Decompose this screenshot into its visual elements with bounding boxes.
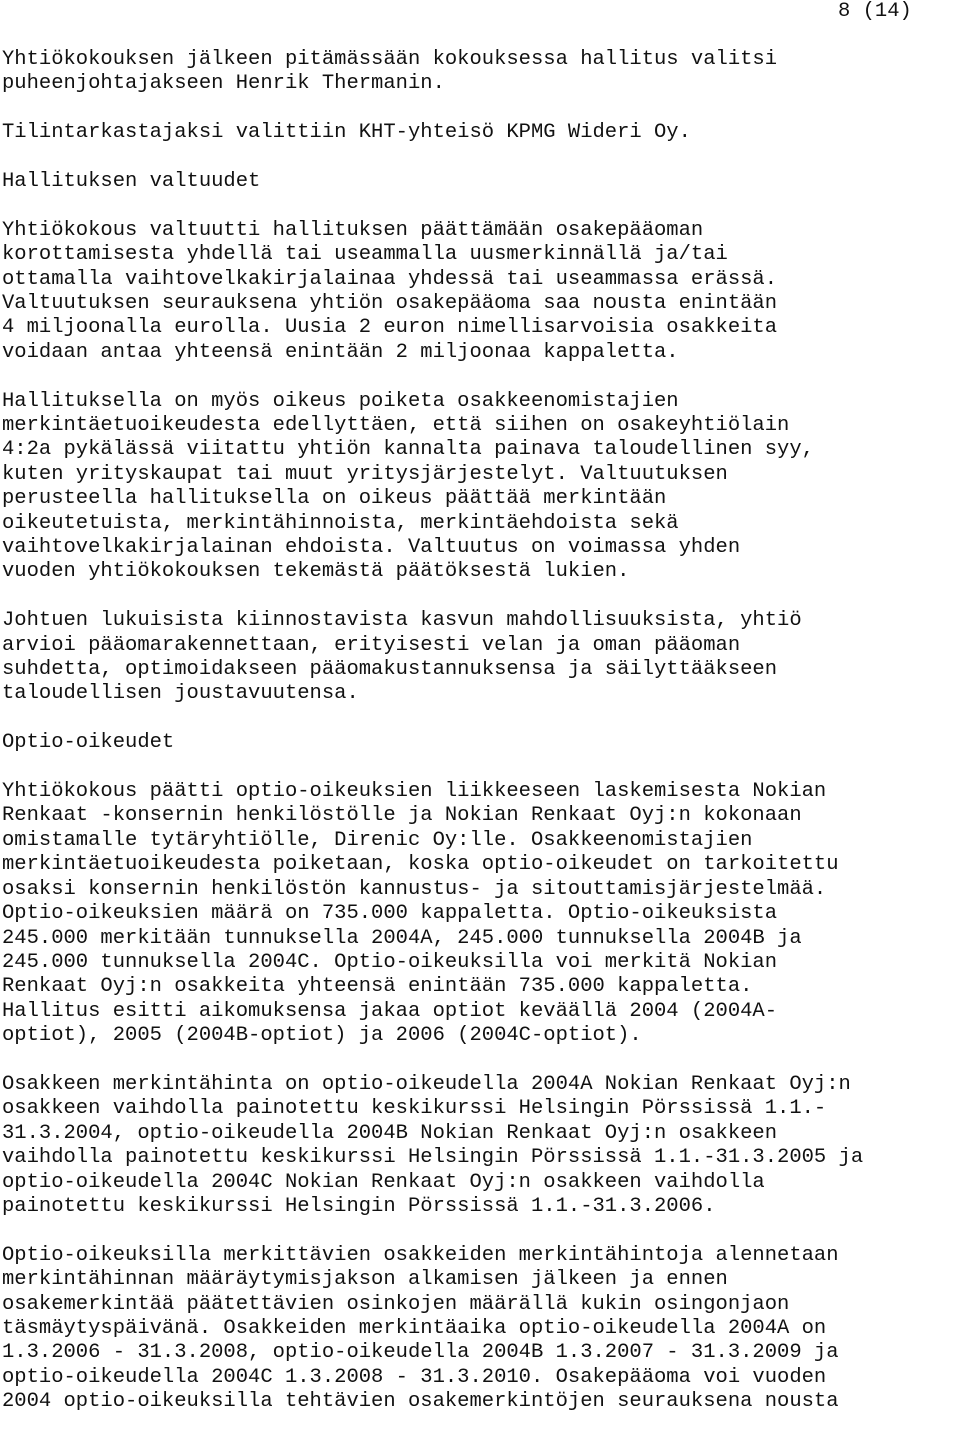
text-line: ottamalla vaihtovelkakirjalainaa yhdessä tai useammassa erässä. [2, 267, 778, 291]
text-line: Valtuutuksen seurauksena yhtiön osakepääoma saa nousta enintään [2, 292, 778, 316]
text-line: Osakkeen merkintähinta on optio-oikeudella 2004A Nokian Renkaat Oyj:n [2, 1072, 851, 1096]
text-line: Yhtiökokous valtuutti hallituksen päättämään osakepääoman [2, 218, 704, 242]
text-line: kuten yrityskaupat tai muut yritysjärjestelyt. Valtuutuksen [2, 462, 728, 486]
text-line: Optio-oikeuksilla merkittävien osakkeiden merkintähintoja alennetaan [2, 1243, 839, 1267]
text-line: 4 miljoonalla eurolla. Uusia 2 euron nimellisarvoisia osakkeita [2, 316, 778, 340]
section-heading: Hallituksen valtuudet [2, 170, 261, 193]
text-line: Hallituksella on myös oikeus poiketa osakkeenomistajien [2, 389, 679, 413]
text-line: perusteella hallituksella on oikeus päättää merkintään [2, 487, 667, 511]
text-line: merkintähinnan määräytymisjakson alkamisen jälkeen ja ennen [2, 1268, 728, 1292]
text-line: Tilintarkastajaksi valittiin KHT-yhteisö KPMG Wideri Oy. [2, 121, 691, 145]
text-line: Johtuen lukuisista kiinnostavista kasvun mahdollisuuksista, yhtiö [2, 609, 802, 633]
text-line: optio-oikeudella 2004C 1.3.2008 - 31.3.2010. Osakepääoma voi vuoden [2, 1365, 827, 1389]
paragraph-share-capital-authorization [2, 219, 960, 365]
text-line: merkintäetuoikeudesta poiketaan, koska optio-oikeudet on tarkoitettu [2, 853, 839, 877]
heading-stock-options [2, 731, 960, 755]
text-line: korottamisesta yhdellä tai useammalla uusmerkinnällä ja/tai [2, 243, 728, 267]
text-line: 245.000 merkitään tunnuksella 2004A, 245.000 tunnuksella 2004B ja [2, 926, 802, 950]
text-line: osaksi konsernin henkilöstön kannustus- ja sitouttamisjärjestelmää. [2, 877, 827, 901]
paragraph-board-chair [2, 48, 960, 97]
text-line: 31.3.2004, optio-oikeudella 2004B Nokian Renkaat Oyj:n osakkeen [2, 1121, 778, 1145]
text-line: arvioi pääomarakennettaan, erityisesti velan ja oman pääoman [2, 633, 741, 657]
paragraph-option-issue [2, 780, 960, 1048]
text-line: painotettu keskikurssi Helsingin Pörssissä 1.1.-31.3.2006. [2, 1194, 716, 1218]
text-line: 1.3.2006 - 31.3.2008, optio-oikeudella 2004B 1.3.2007 - 31.3.2009 ja [2, 1341, 839, 1365]
paragraph-auditor [2, 121, 960, 145]
text-line: vuoden yhtiökokouksen tekemästä päätöksestä lukien. [2, 560, 630, 584]
text-line: voidaan antaa yhteensä enintään 2 miljoonaa kappaletta. [2, 340, 679, 364]
paragraph-subscription-price [2, 1073, 960, 1219]
text-line: täsmäytyspäivänä. Osakkeiden merkintäaika optio-oikeudella 2004A on [2, 1316, 827, 1340]
text-line: vaihtovelkakirjalainan ehdoista. Valtuutus on voimassa yhden [2, 536, 741, 560]
paragraph-subscription-period [2, 1244, 960, 1415]
text-line: Renkaat -konsernin henkilöstölle ja Nokian Renkaat Oyj:n kokonaan [2, 804, 802, 828]
paragraph-capital-structure [2, 609, 960, 707]
heading-board-authorizations [2, 170, 960, 194]
page-number: 8 (14) [838, 0, 912, 23]
text-line: taloudellisen joustavuutensa. [2, 682, 359, 706]
section-heading: Optio-oikeudet [2, 731, 175, 755]
text-line: 4:2a pykälässä viitattu yhtiön kannalta painava taloudellinen syy, [2, 438, 814, 462]
text-line: optiot), 2005 (2004B-optiot) ja 2006 (2004C-optiot). [2, 1024, 642, 1048]
text-line: optio-oikeudella 2004C Nokian Renkaat Oyj:n osakkeen vaihdolla [2, 1170, 765, 1194]
text-line: Renkaat Oyj:n osakkeita yhteensä enintään 735.000 kappaletta. [2, 975, 753, 999]
text-line: Optio-oikeuksien määrä on 735.000 kappaletta. Optio-oikeuksista [2, 902, 778, 926]
text-line: Hallitus esitti aikomuksensa jakaa optiot keväällä 2004 (2004A- [2, 999, 778, 1023]
text-line: suhdetta, optimoidakseen pääomakustannuksensa ja säilyttääkseen [2, 658, 778, 682]
text-line: merkintäetuoikeudesta edellyttäen, että siihen on osakeyhtiölain [2, 414, 790, 438]
text-line: osakemerkintää päätettävien osinkojen määrällä kukin osingonjaon [2, 1292, 790, 1316]
text-line: vaihdolla painotettu keskikurssi Helsingin Pörssissä 1.1.-31.3.2005 ja [2, 1146, 864, 1170]
text-line: Yhtiökokous päätti optio-oikeuksien liikkeeseen laskemisesta Nokian [2, 780, 827, 804]
text-line: Yhtiökokouksen jälkeen pitämässään kokouksessa hallitus valitsi [2, 48, 778, 71]
text-line: 245.000 tunnuksella 2004C. Optio-oikeuksilla voi merkitä Nokian [2, 950, 778, 974]
text-line: osakkeen vaihdolla painotettu keskikurssi Helsingin Pörssissä 1.1.- [2, 1097, 827, 1121]
text-line: 2004 optio-oikeuksilla tehtävien osakemerkintöjen seurauksena nousta [2, 1390, 839, 1414]
paragraph-preemptive-rights [2, 390, 960, 585]
text-line: oikeutetuista, merkintähinnoista, merkintäehdoista sekä [2, 511, 679, 535]
text-line: puheenjohtajakseen Henrik Thermanin. [2, 72, 445, 96]
document-body [2, 48, 960, 1439]
text-line: omistamalle tytäryhtiölle, Direnic Oy:lle. Osakkeenomistajien [2, 828, 753, 852]
